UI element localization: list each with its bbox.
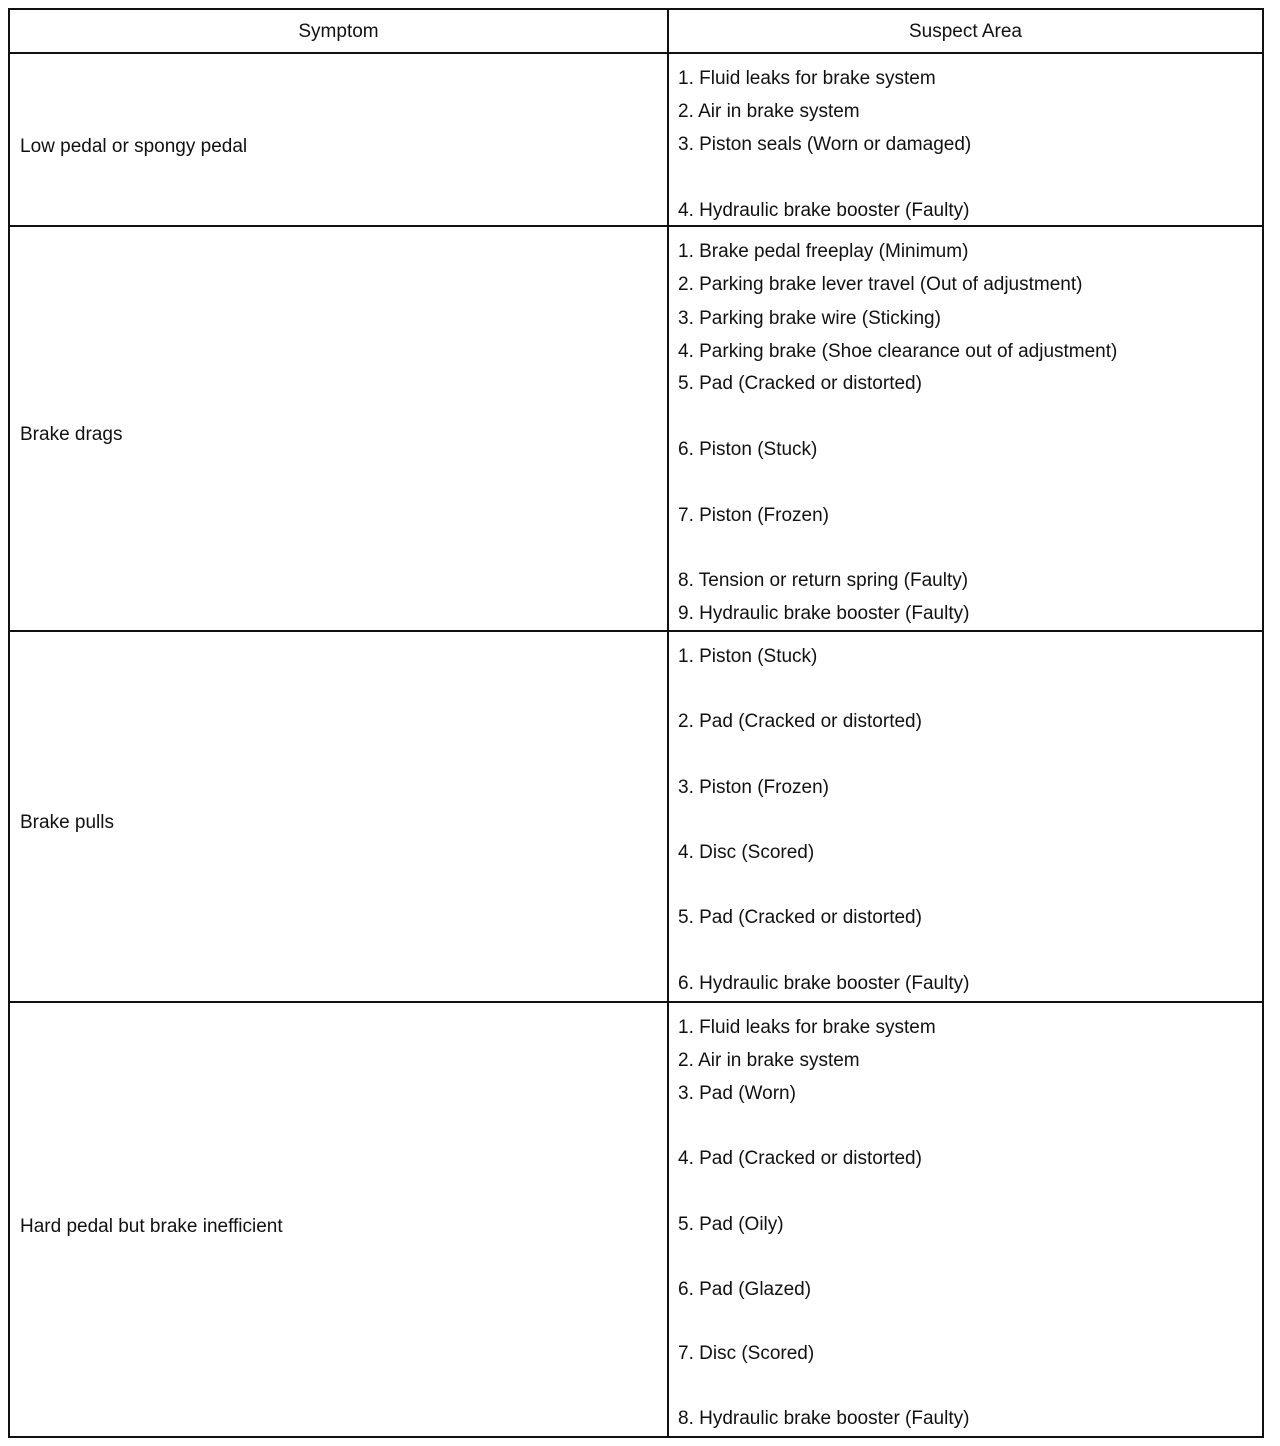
suspect-item: 2. Pad (Cracked or distorted): [678, 711, 922, 732]
suspect-item: 5. Pad (Cracked or distorted): [678, 907, 922, 928]
suspect-item: 4. Pad (Cracked or distorted): [678, 1148, 922, 1169]
symptom-cell: Hard pedal but brake inefficient: [20, 1216, 283, 1237]
suspect-item: 5. Pad (Oily): [678, 1214, 784, 1235]
symptom-cell: Low pedal or spongy pedal: [20, 136, 248, 157]
suspect-item: 9. Hydraulic brake booster (Faulty): [678, 603, 970, 624]
suspect-item: 7. Piston (Frozen): [678, 505, 829, 526]
suspect-item: 3. Parking brake wire (Sticking): [678, 308, 941, 329]
suspect-item: 4. Parking brake (Shoe clearance out of adjustment): [678, 341, 1118, 362]
row-divider: [10, 225, 1262, 227]
suspect-item: 7. Disc (Scored): [678, 1343, 815, 1364]
suspect-item: 1. Piston (Stuck): [678, 646, 818, 667]
suspect-item: 1. Fluid leaks for brake system: [678, 68, 936, 89]
suspect-item: 6. Hydraulic brake booster (Faulty): [678, 973, 970, 994]
suspect-item: 3. Piston seals (Worn or damaged): [678, 134, 972, 155]
suspect-item: 1. Fluid leaks for brake system: [678, 1017, 936, 1038]
symptom-cell: Brake drags: [20, 424, 123, 445]
suspect-item: 1. Brake pedal freeplay (Minimum): [678, 241, 969, 262]
suspect-item: 8. Hydraulic brake booster (Faulty): [678, 1408, 970, 1429]
suspect-item: 2. Parking brake lever travel (Out of adjustment): [678, 274, 1083, 295]
row-divider: [10, 52, 1262, 54]
suspect-item: 8. Tension or return spring (Faulty): [678, 570, 969, 591]
suspect-item: 2. Air in brake system: [678, 1050, 860, 1071]
suspect-item: 3. Pad (Worn): [678, 1083, 796, 1104]
suspect-item: 4. Hydraulic brake booster (Faulty): [678, 200, 970, 221]
column-divider: [667, 10, 669, 1436]
suspect-item: 2. Air in brake system: [678, 101, 860, 122]
row-divider: [10, 1001, 1262, 1003]
suspect-item: 4. Disc (Scored): [678, 842, 815, 863]
header-symptom: Symptom: [298, 21, 379, 42]
suspect-item: 5. Pad (Cracked or distorted): [678, 373, 922, 394]
symptom-table: [8, 8, 1264, 1438]
symptom-cell: Brake pulls: [20, 812, 114, 833]
suspect-item: 6. Piston (Stuck): [678, 439, 818, 460]
suspect-item: 6. Pad (Glazed): [678, 1279, 812, 1300]
row-divider: [10, 630, 1262, 632]
suspect-item: 3. Piston (Frozen): [678, 777, 829, 798]
header-suspect-area: Suspect Area: [908, 21, 1023, 42]
